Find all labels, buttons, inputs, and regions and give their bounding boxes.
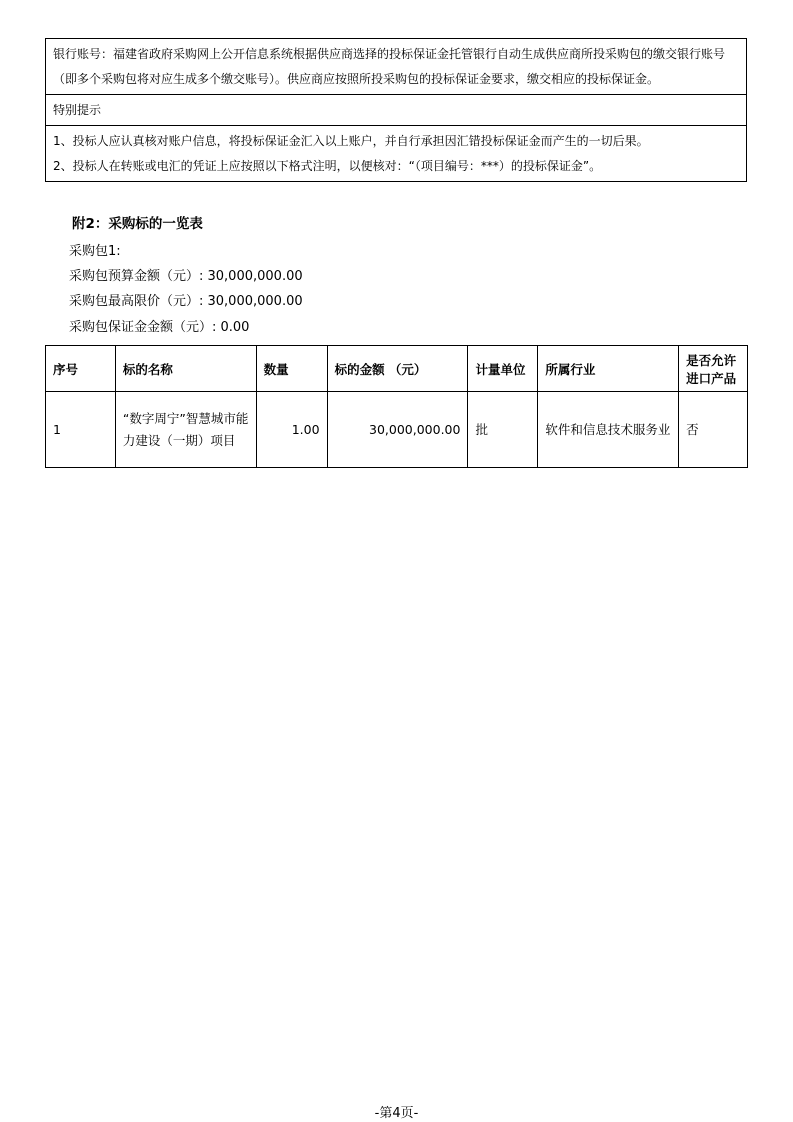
special-notice-label: 特别提示 — [53, 103, 102, 117]
deposit-amount-line: 采购包保证金金额（元）: 0.00 — [69, 320, 250, 335]
cell-industry: 软件和信息技术服务业 — [538, 392, 679, 468]
cell-name: “数字周宁”智慧城市能力建设（一期）项目 — [115, 392, 256, 468]
cell-seq: 1 — [46, 392, 116, 468]
table-row — [46, 392, 748, 468]
header-import-line2: 进口产品 — [686, 370, 737, 386]
header-import-line1: 是否允许 — [686, 352, 737, 368]
bank-account-text: 银行账号：福建省政府采购网上公开信息系统根据供应商选择的投标保证金托管银行自动生成供应商所投采购包的缴交银行账号（即多个采购包将对应生成多个缴交账号）。供应商应按照所投采购包的投标保证金要求，缴交相应的投标保证金。 — [53, 47, 726, 86]
cell-import: 否 — [679, 392, 748, 468]
appendix-title: 附2：采购标的一览表 — [72, 216, 203, 232]
header-industry: 所属行业 — [538, 346, 679, 392]
header-amount: 标的金额 （元） — [327, 346, 468, 392]
cell-amount: 30,000,000.00 — [327, 392, 468, 468]
header-name: 标的名称 — [115, 346, 256, 392]
special-notice-content-row — [46, 126, 746, 181]
bank-account-box — [45, 38, 747, 182]
cell-unit: 批 — [468, 392, 538, 468]
special-notice-label-row — [46, 95, 746, 126]
bank-account-row — [46, 39, 746, 95]
table-header-row — [46, 346, 748, 392]
max-price-line: 采购包最高限价（元）: 30,000,000.00 — [69, 294, 303, 309]
notice-item-1: 1、投标人应认真核对账户信息，将投标保证金汇入以上账户，并自行承担因汇错投标保证金而产生的一切后果。 — [53, 134, 649, 148]
procurement-items-table — [45, 345, 748, 468]
header-unit: 计量单位 — [468, 346, 538, 392]
notice-item-2: 2、投标人在转账或电汇的凭证上应按照以下格式注明，以便核对：“（项目编号：***）的投标保证金”。 — [53, 159, 602, 173]
page-number: -第4页- — [374, 1106, 419, 1121]
budget-amount-line: 采购包预算金额（元）: 30,000,000.00 — [69, 269, 303, 284]
package-label: 采购包1: — [69, 244, 121, 259]
header-qty: 数量 — [256, 346, 327, 392]
header-seq: 序号 — [46, 346, 116, 392]
cell-qty: 1.00 — [256, 392, 327, 468]
header-import — [679, 346, 748, 392]
